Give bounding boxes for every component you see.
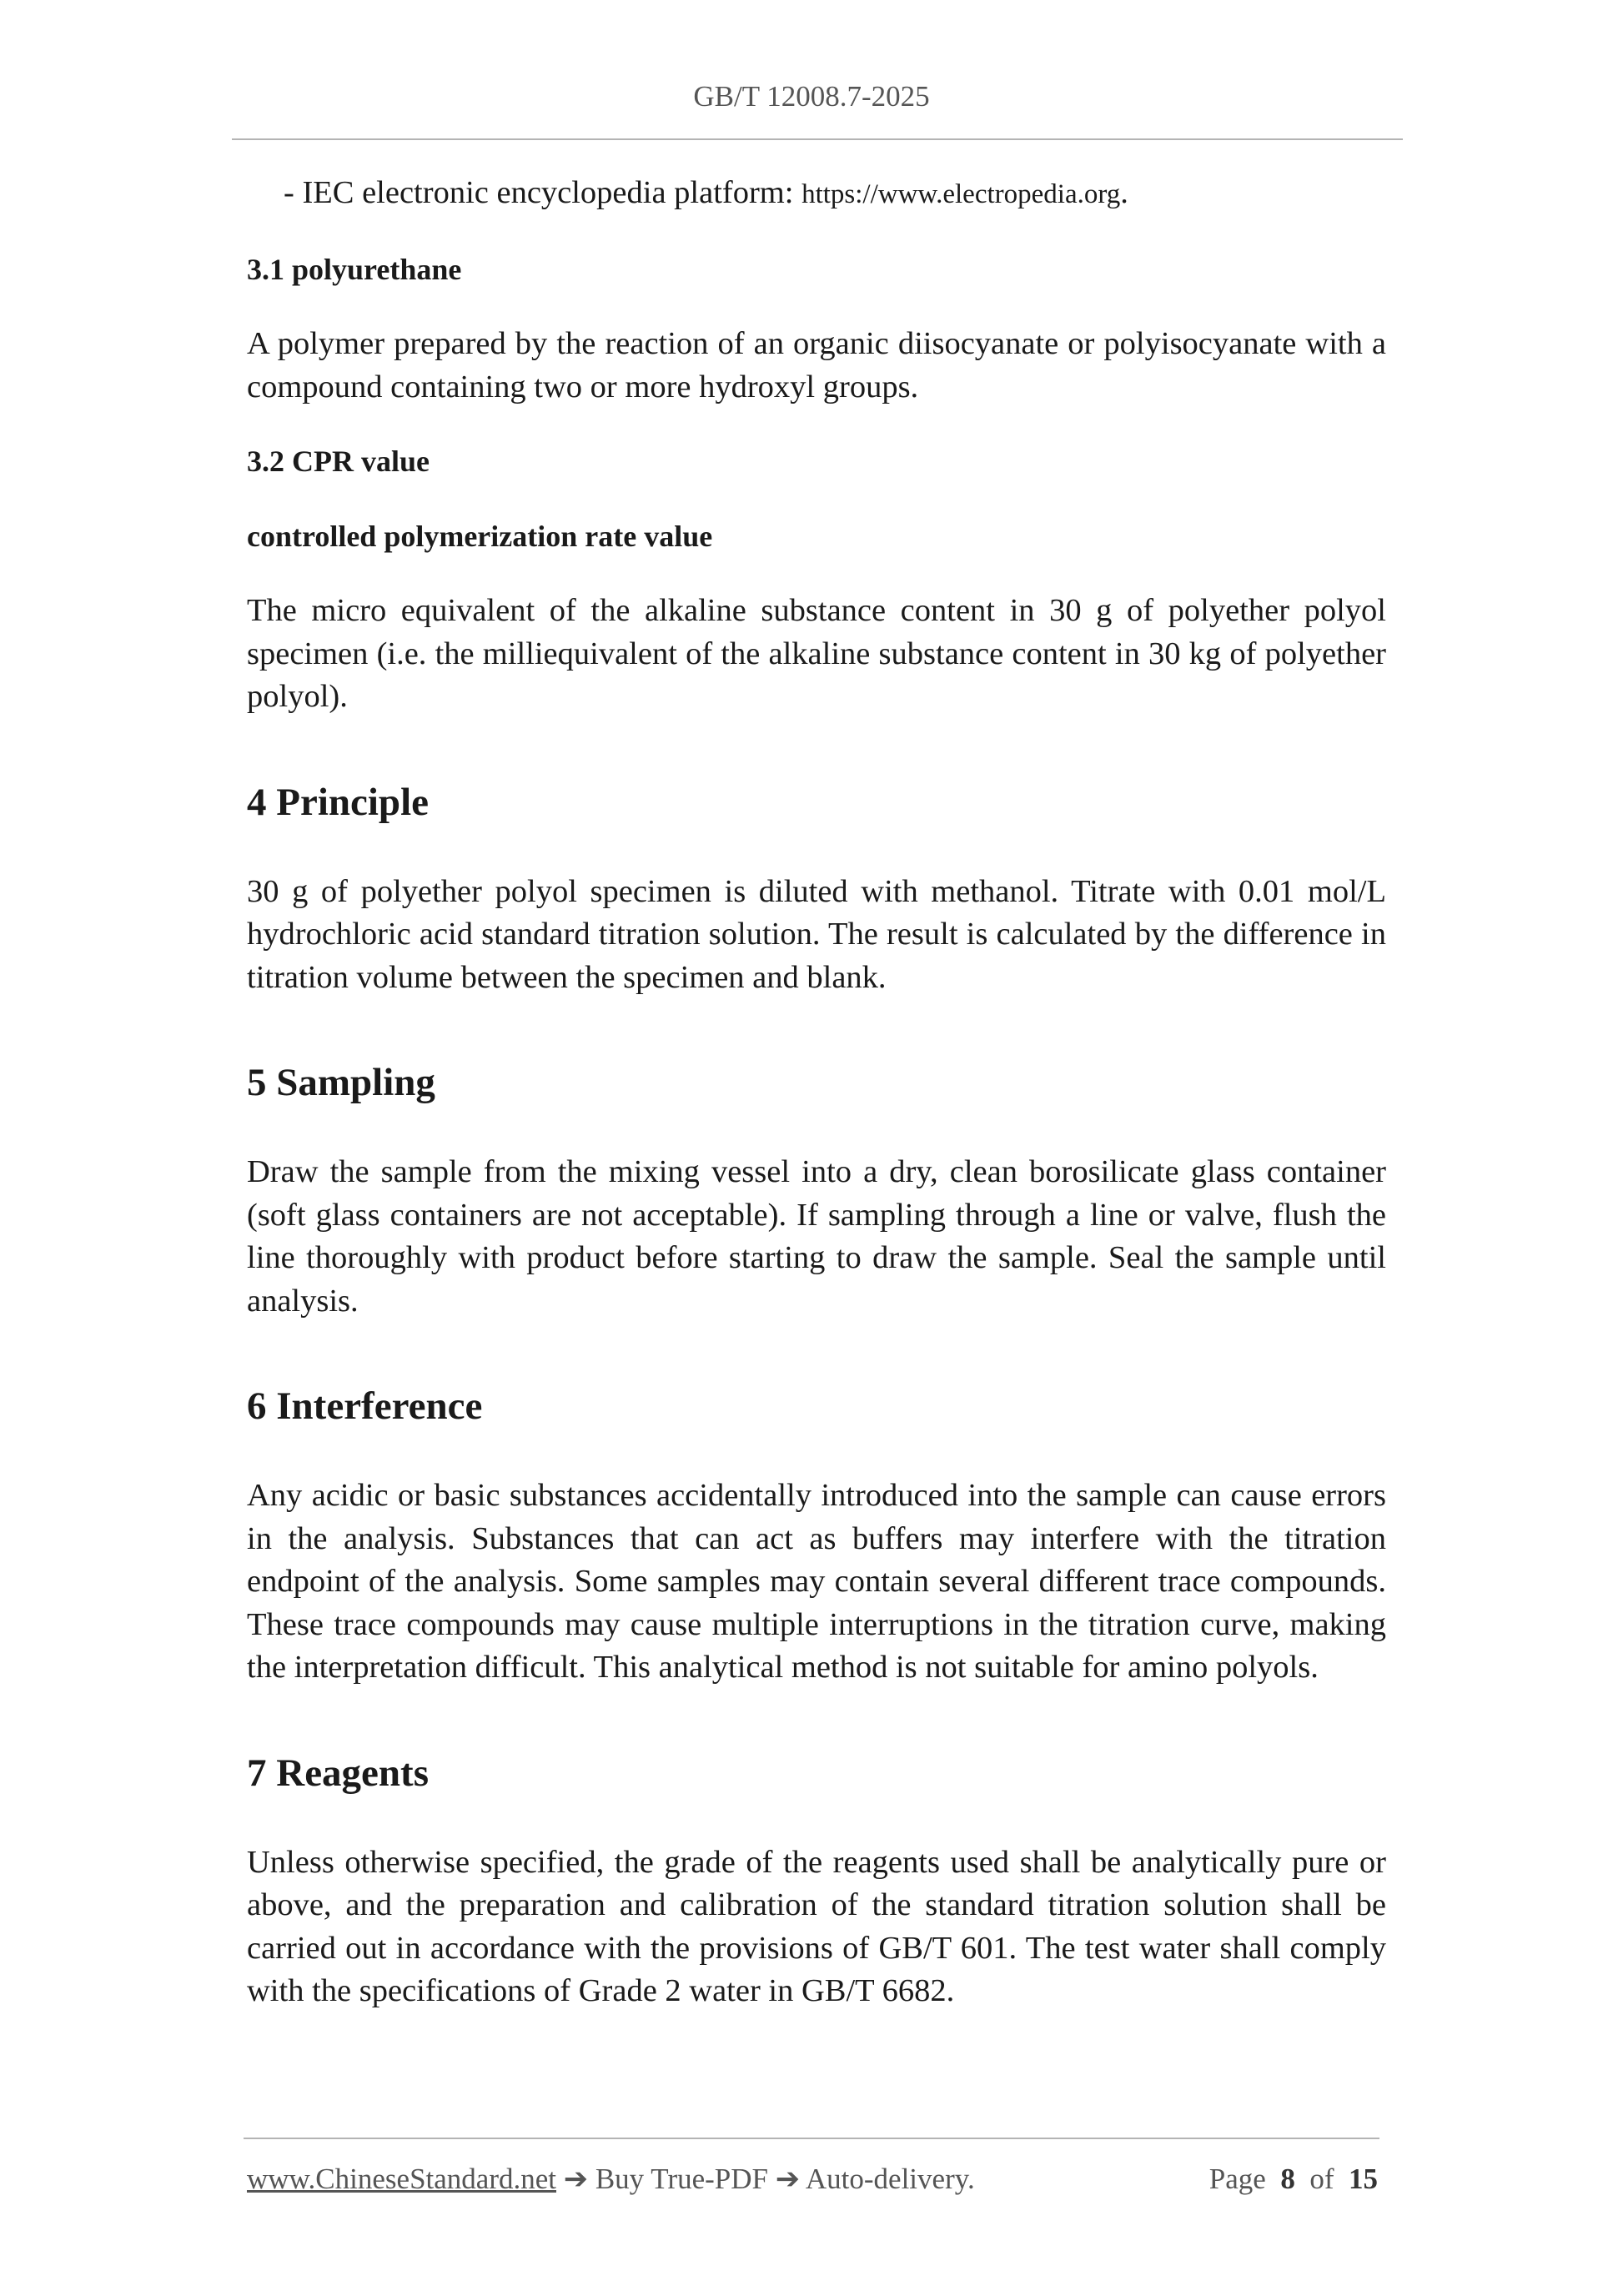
- auto-delivery-text: Auto-delivery.: [800, 2163, 975, 2195]
- section-heading-interference: 6 Interference: [247, 1384, 483, 1428]
- section-body-sampling: Draw the sample from the mixing vessel into a dry, clean borosilicate glass container (soft glass containers are not acceptable). If sampling through a line or valve, flush the line thoroughly with product before starting to draw the sample. Seal the sample until analysis.: [247, 1154, 1386, 1319]
- term-definition-cpr-value: The micro equivalent of the alkaline substance content in 30 g of polyether polyol specimen (i.e. the milliequivalent of the alkaline substance content in 30 kg of polyether polyol).: [247, 593, 1386, 714]
- buy-true-pdf-text: Buy True-PDF: [588, 2163, 776, 2195]
- total-pages: 15: [1349, 2163, 1378, 2195]
- section-body-reagents: Unless otherwise specified, the grade of the reagents used shall be analytically pure or above, and the preparation and calibration of the standard titration solution shall be carried out in accordance with the provisions of GB/T 601. The test water shall comply with the specifications of Grade 2 water in GB/T 6682.: [247, 1844, 1386, 2008]
- section-heading-principle: 4 Principle: [247, 780, 429, 824]
- term-subheading-cpr-value: controlled polymerization rate value: [247, 519, 713, 553]
- arrow-right-icon: ➔: [775, 2163, 801, 2195]
- page-header: GB/T 12008.7-2025: [693, 80, 930, 113]
- page-number: [1209, 2163, 1378, 2196]
- term-definition-polyurethane: A polymer prepared by the reaction of an organic diisocyanate or polyisocyanate with a compound containing two or more hydroxyl groups.: [247, 326, 1386, 404]
- current-page: 8: [1280, 2163, 1295, 2195]
- iec-reference-label: - IEC electronic encyclopedia platform:: [284, 175, 802, 210]
- footer-promo: [247, 2163, 975, 2196]
- section-heading-reagents: 7 Reagents: [247, 1751, 429, 1795]
- header-divider: [232, 138, 1403, 140]
- footer-divider: [244, 2138, 1379, 2139]
- document-body: [247, 172, 1386, 2045]
- iec-reference: [247, 172, 1386, 217]
- chinesestandard-site-link[interactable]: www.ChineseStandard.net: [247, 2163, 556, 2195]
- arrow-right-icon: ➔: [563, 2163, 589, 2195]
- iec-reference-period: .: [1120, 175, 1128, 210]
- of-label: of: [1309, 2163, 1334, 2195]
- iec-url-link[interactable]: https://www.electropedia.org: [801, 179, 1121, 209]
- term-heading-cpr-value: 3.2 CPR value: [247, 445, 430, 478]
- section-body-interference: Any acidic or basic substances accidentally introduced into the sample can cause errors in the analysis. Substances that can act as buffers may interfere with the titration endpoint of the analysis. Some samples may contain several different trace compounds. These trace compounds may cause multiple interruptions in the titration curve, making the interpretation difficult. This analytical method is not suitable for amino polyols.: [247, 1478, 1386, 1685]
- section-body-principle: 30 g of polyether polyol specimen is diluted with methanol. Titrate with 0.01 mol/L hydrochloric acid standard titration solution. The result is calculated by the difference in titration volume between the specimen and blank.: [247, 873, 1386, 995]
- term-heading-polyurethane: 3.1 polyurethane: [247, 252, 462, 286]
- page-label: Page: [1208, 2163, 1266, 2195]
- section-heading-sampling: 5 Sampling: [247, 1061, 435, 1104]
- page-footer: [247, 2163, 1378, 2196]
